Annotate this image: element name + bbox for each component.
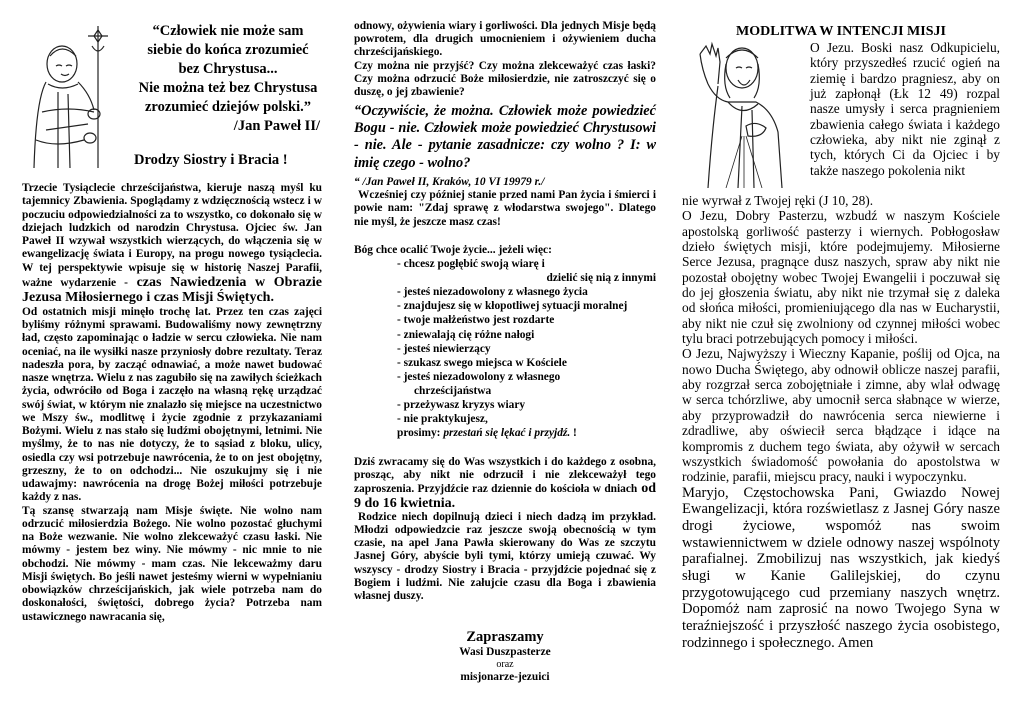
paragraph: Rodzice niech dopilnują dzieci i niech dadzą im przykład. Młodzi odpowiedzcie raz jeszcze swoją obecnością w tym czasie, na apel Jana Pawła skierowany do Was ze szczytu Jasnej Góry, abyście byli tymi, którzy umieją czuwać. Wy wszyscy - drodzy Siostry i Bracia - przyjdźcie pojednać się z Bogiem i ludźmi. Nie załujcie czasu dla Boga i zbawienia własnej duszy. (354, 510, 656, 603)
quote-author: /Jan Paweł II/ (233, 118, 320, 134)
mission-announcement: czas Nawiedzenia w Obrazie Jezusa Miłosiernego i czas Misji Świętych. (22, 274, 322, 306)
list-item: - nie praktykujesz, (397, 413, 488, 426)
list-item: - przeżywasz kryzys wiary (397, 399, 526, 412)
paragraph: odnowy, ożywienia wiary i gorliwości. Dla jednych Misje będą powrotem, dla drugich umocnieniem i ożywieniem ducha chrześcijańskiego. (354, 20, 656, 59)
greeting: Drodzy Siostry i Bracia ! (134, 152, 288, 168)
list-item: - zniewalają cię różne nałogi (397, 328, 535, 341)
signature-line: Wasi Duszpasterze (459, 646, 551, 658)
paragraph (354, 456, 656, 511)
intro-text: Trzecie Tysiąclecie chrześcijaństwa, kieruje naszą myśl ku tajemnicy Zbawienia. Spoglądamy z wdzięcznością wstecz i w poczuciu odpowiedzialności za to wszystko, co dokonało się w dziejach ludzkich od narodzin Chrystusa. Ojciec św. Jan Paweł II wzywał wszystkich wierzących, do włączenia się w ewangelizację świata i Europy, na progu nowego tysiąclecia. W tej perspektywie wpisuje się w historię Naszej Parafii, ważne wydarzenie - (22, 182, 322, 289)
prayer-paragraph: O Jezu, Dobry Pasterzu, wzbudź w naszym Kościele apostolską gorliwość pasterzy i wiernych. Pobłogosław dzieło świętych misji, które podejmujemy. Miłosierne Serce Jezusa, pragnące dusz naszych, spraw aby nikt nie pozostał obojętny wobec Twojej Ewangelii i poczuwał się do jej głoszenia światu, aby nikt nie trzymał się z daleka od słońca miłości, promieniującego dla nas w Eucharystii, aby nikt nie czuł się zwolniony od czynnej miłości wobec tylu braci potrzebujących pomocy i miłości. (682, 208, 1000, 347)
pope-with-crosier-drawing (28, 20, 124, 170)
quote-line: “Człowiek nie może sam (152, 23, 304, 39)
dates-intro: Dziś zwracamy się do Was wszystkich i do każdego z osobna, prosząc, aby nikt nie odrzucił i nie zlekceważył tego zaproszenia. Przyjdźcie raz dziennie do kościoła w dniach (354, 456, 656, 496)
paragraph: Tą szansę stwarzają nam Misje święte. Nie wolno nam odrzucić miłosierdzia Bożego. Nie wolno pozostać głuchymi na Boże wezwanie. Nie wolno zlekceważyć czasu łaski. Nie mówmy - jestem bez winy. Nie mówmy - nic mnie to nie obchodzi. Nie mówmy - mam czas. Nie lekceważmy daru Misji świętych. Bo jeśli nawet jesteśmy wierni w wypełnianiu obowiązków chrześcijańskich, jak wiele potrzeba nam do doskonałości, świętości, dobrego życia? Potrzeba nam ustawicznego nawracania się, (22, 504, 322, 623)
intro-paragraph (22, 182, 322, 306)
quote-line: bez Chrystusa... (178, 61, 278, 77)
invitation-list (354, 243, 656, 440)
signature-line: oraz (496, 659, 514, 670)
list-item: - jesteś niewierzący (397, 342, 491, 355)
prayer-paragraph: O Jezu, Najwyższy i Wieczny Kapanie, poślij od Ojca, na nowo Ducha Świętego, aby odnowił oblicze naszej parafii, aby rozgrzał serca zobojętniałe i zimne, aby wlał odwagę w serca tchórzliwe, aby umocnił serca słabnące w wierze, aby przyprowadził do nawrócenia serca niewierne i zdradliwe, aby oświecił serca błądzące i idące na kompromis z duchem tego świata, aby ożywił w sercach wszystkich świadomość powołania do apostolstwa w rodzinie, parafii, miejscu pracy, nauki i wypoczynku. (682, 346, 1000, 485)
prayer-title: MODLITWA W INTENCJI MISJI (736, 24, 946, 39)
left-body-text (22, 182, 322, 624)
list-item: dzielić się nią z innymi (546, 272, 656, 285)
quote-source: “ /Jan Paweł II, Kraków, 10 VI 19979 r./ (354, 176, 545, 188)
list-item: - znajdujesz się w kłopotliwej sytuacji moralnej (397, 300, 628, 313)
prayer-line: nie wyrwał z Twojej ręki (J 10, 28). (682, 193, 874, 208)
mission-dates: od 9 do 16 kwietnia. (354, 481, 656, 511)
quote-line: siebie do końca zrozumieć (147, 42, 309, 58)
quote-block (354, 176, 656, 229)
prayer-body (682, 193, 1000, 652)
list-end-mark: ! (570, 427, 577, 440)
paragraph: Czy można nie przyjść? Czy można zlekceważyć czas łaski? Czy można odrzucić Boże miłosierdzie, nie zatroszczyć się o duszę, o jej zbawienie? (354, 59, 656, 99)
quote-line: zrozumieć dziejów polski.” (144, 99, 312, 115)
signature-line: misjonarze-jezuici (460, 671, 550, 683)
prayer-paragraph-mary: Maryjo, Częstochowska Pani, Gwiazdo Nowej Ewangelizacji, która rozświetlasz z Jasnej Góry nasze drogi życiowe, wspomóż nas swoim wstawiennictwem w dziele odnowy naszej wspólnoty parafialnej. Zmobilizuj nas wszystkich, jak kiedyś sługi w Kanie Galilejskiej, do czynu przygotowującego cud przemiany naszych wnętrz. Dopomóż nam zaprosić na nowo Twojego Syna w teraźniejszość i przyszłość naszego życia osobistego, rodzinnego i społecznego. Amen (682, 484, 1000, 651)
prayer-paragraph-1: O Jezu. Boski nasz Odkupicielu, który przyszedłeś rzucić ogień na ziemię i bardzo pragniesz, aby on już zapłonął (Łk 12 49) rozpal nasze umysły i serca pragnieniem zbawienia całego świata i każdego człowieka, aby nikt nie zginął z tych, których Ci da Ojciec i by także naszego pokolenia nikt (810, 40, 1000, 178)
list-item: - jesteś niezadowolony z własnego życia (397, 286, 588, 299)
paragraph: Od ostatnich misji minęło trochę lat. Przez ten czas zajęci byliśmy różnymi sprawami. Budowaliśmy nowy zewnętrzny ład, często zapominając o ładzie w sercu człowieka. Nie nam oceniać, na ile wysiłki nasze przyniosły dobre rezultaty. Teraz nadeszła pora, by zacząć odnawiać, a może nawet budować nasze wnętrza. Wielu z nas zagubiło się na zawiłych ścieżkach życia, odwróciło od Boga i zaczęło na własną rękę urządzać swój świat, w którym nie znalazło się miejsce na uczestnictwo we Mszy św., modlitwę i życie zgodnie z przykazaniami Bożymi. Wielu z nas stało się ludźmi obojętnymi, letnimi. Nie myślmy, że to nas nie dotyczy, że to sąsiad z bloku, ulicy, osiedla czy wsi potrzebuje nawrócenia, że to on jest obojętny, grzeszny, że to on odchodzi... Nie oszukujmy się i nie udawajmy: nawrócenia na drogę Bożej miłości potrzebuje każdy z nas. (22, 305, 322, 504)
list-item: - twoje małżeństwo jest rozdarte (397, 314, 555, 327)
list-item: - chcesz pogłębić swoją wiarę i (397, 258, 545, 271)
list-item: - jesteś niezadowolony z własnego (397, 370, 561, 383)
list-end-label: prosimy: (397, 427, 444, 440)
italic-quote: “Oczywiście, że można. Człowiek może powiedzieć Bogu - nie. Człowiek może powiedzieć Chrystusowi - nie. Ale - pytanie zasadnicze: czy wolno ? I: w imię czego - wolno? (354, 103, 656, 171)
list-item: chrześcijaństwa (414, 384, 492, 397)
divine-mercy-jesus-drawing (692, 40, 796, 188)
list-item: - szukasz swego miejsca w Kościele (397, 356, 567, 369)
middle-closing (354, 456, 656, 603)
list-end-italic: przestań się lękać i przyjdź. (443, 427, 571, 440)
signature-block (354, 628, 656, 684)
pope-quote (130, 22, 326, 136)
middle-intro (354, 20, 656, 99)
invite-heading: Zapraszamy (466, 629, 544, 645)
list-end (354, 426, 656, 440)
quote-line: Nie można też bez Chrystusa (138, 80, 318, 96)
paragraph: Wcześniej czy później stanie przed nami Pan życia i śmierci i powie nam: "Zdaj sprawę z włodarstwa swojego". Dlatego nie myśl, że jeszcze masz czas! (354, 189, 656, 228)
list-intro: Bóg chce ocalić Twoje życie... jeżeli więc: (354, 244, 552, 256)
